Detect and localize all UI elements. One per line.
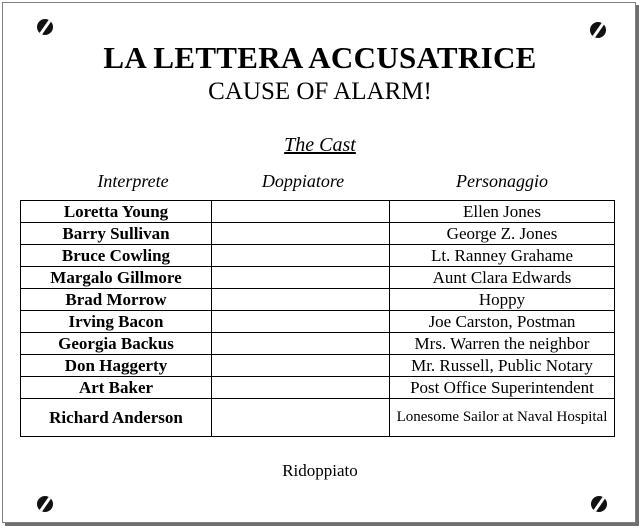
actor-cell: Georgia Backus — [21, 333, 212, 355]
role-cell: Mrs. Warren the neighbor — [390, 333, 615, 355]
cast-table — [20, 200, 615, 437]
dubber-cell — [212, 311, 390, 333]
actor-cell: Art Baker — [21, 377, 212, 399]
table-row — [21, 289, 615, 311]
screw-icon-top-right — [590, 22, 606, 38]
original-title: CAUSE OF ALARM! — [208, 78, 432, 105]
role-cell: Mr. Russell, Public Notary — [390, 355, 615, 377]
screw-icon-bottom-right — [591, 496, 607, 512]
dubber-cell — [212, 289, 390, 311]
role-cell: Ellen Jones — [390, 201, 615, 223]
redub-note: Ridoppiato — [282, 461, 358, 480]
actor-cell: Bruce Cowling — [21, 245, 212, 267]
actor-cell: Don Haggerty — [21, 355, 212, 377]
dubber-cell — [212, 399, 390, 437]
role-cell: Lonesome Sailor at Naval Hospital — [390, 399, 615, 437]
dubber-cell — [212, 377, 390, 399]
table-row — [21, 223, 615, 245]
table-row — [21, 377, 615, 399]
table-row — [21, 355, 615, 377]
actor-cell: Richard Anderson — [21, 399, 212, 437]
role-cell: Joe Carston, Postman — [390, 311, 615, 333]
table-row — [21, 245, 615, 267]
table-row — [21, 333, 615, 355]
role-cell: George Z. Jones — [390, 223, 615, 245]
column-header-interprete: Interprete — [97, 171, 169, 191]
cast-plate — [2, 2, 636, 523]
role-cell: Post Office Superintendent — [390, 377, 615, 399]
film-title: LA LETTERA ACCUSATRICE — [103, 40, 537, 75]
actor-cell: Margalo Gillmore — [21, 267, 212, 289]
role-cell: Hoppy — [390, 289, 615, 311]
actor-cell: Irving Bacon — [21, 311, 212, 333]
dubber-cell — [212, 223, 390, 245]
table-row — [21, 311, 615, 333]
actor-cell: Brad Morrow — [21, 289, 212, 311]
actor-cell: Loretta Young — [21, 201, 212, 223]
dubber-cell — [212, 333, 390, 355]
screw-icon-bottom-left — [37, 496, 53, 512]
role-cell: Aunt Clara Edwards — [390, 267, 615, 289]
dubber-cell — [212, 245, 390, 267]
dubber-cell — [212, 201, 390, 223]
table-row — [21, 399, 615, 437]
column-header-personaggio: Personaggio — [456, 171, 548, 191]
role-cell: Lt. Ranney Grahame — [390, 245, 615, 267]
dubber-cell — [212, 267, 390, 289]
table-row — [21, 201, 615, 223]
table-row — [21, 267, 615, 289]
cast-heading: The Cast — [284, 134, 356, 156]
column-header-doppiatore: Doppiatore — [261, 171, 345, 191]
dubber-cell — [212, 355, 390, 377]
actor-cell: Barry Sullivan — [21, 223, 212, 245]
screw-icon-top-left — [37, 19, 53, 35]
